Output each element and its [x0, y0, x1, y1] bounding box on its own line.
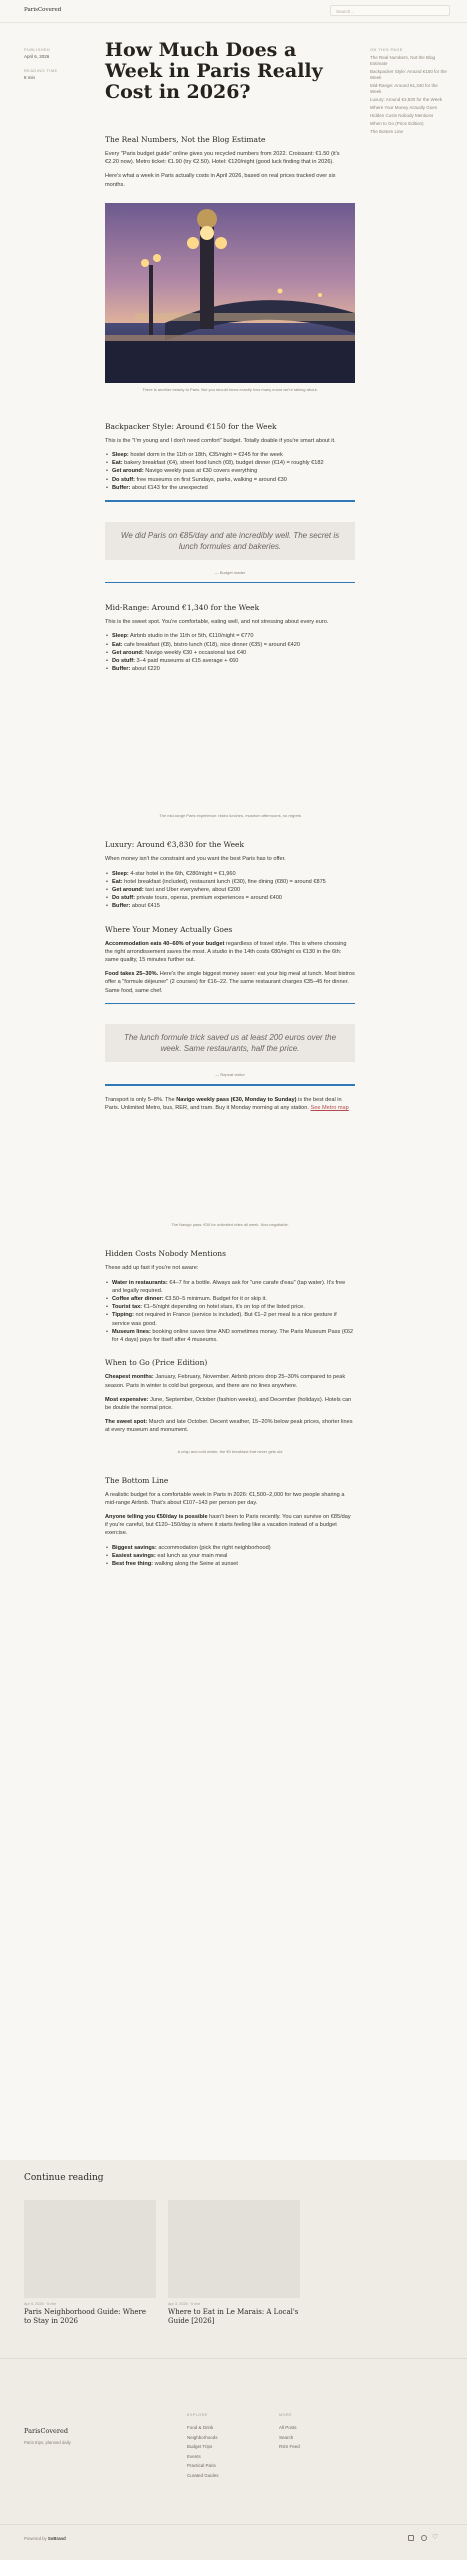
card-title[interactable]: Paris Neighborhood Guide: Where to Stay in 2026	[24, 2308, 147, 2325]
divider	[105, 582, 355, 584]
card-meta: Apr 3, 2026 · 6 min	[168, 2302, 201, 2306]
search-input[interactable]: Search...	[330, 5, 450, 16]
image-caption: The Navigo pass: €30 for unlimited rides all week. Non-negotiable.	[171, 1222, 289, 1228]
published-date: April 6, 2026	[24, 54, 50, 59]
image-placeholder	[105, 1112, 355, 1222]
footer-link[interactable]: Budget Trips	[187, 2444, 213, 2449]
list-item: • Do stuff: 3–4 paid museums at €15 average + €60	[105, 657, 355, 665]
footer-col-title: EXPLORE	[187, 2413, 208, 2417]
hero-image	[105, 203, 355, 383]
list-item: • Get around: taxi and Uber everywhere, about €200	[105, 886, 355, 894]
list-item: • Sleep: 4-star hotel in the 6th, €280/night = €1,960	[105, 870, 355, 878]
pull-quote: The lunch formule trick saved us at least 200 euros over the week. Same restaurants, half the price.	[105, 1024, 355, 1062]
footer-links-more	[279, 2423, 300, 2452]
list-item: • Buffer: about €220	[105, 665, 355, 673]
footer-links-explore	[187, 2423, 219, 2480]
list-item: • Coffee after dinner: €3.50–5 minimum. Budget for it or skip it.	[105, 1295, 355, 1303]
image-caption: There is another beauty to Paris. But you should know exactly how many euros we're talking about.	[142, 386, 318, 392]
list-item: • Eat: hotel breakfast (included), restaurant lunch (€30), fine dining (€80) = around €875	[105, 878, 355, 886]
list-item: • Buffer: about €143 for the unexpected	[105, 484, 355, 492]
footer-link[interactable]: Neighborhoods	[187, 2434, 218, 2440]
toc-item[interactable]: Luxury: Around €3,830 for the Week	[370, 97, 442, 102]
list-item: • Easiest savings: eat lunch as your main meal	[105, 1552, 355, 1560]
list-item: • Tipping: not required in France (service is included). But €1–2 per meal is a nice gesture if service was good.	[105, 1311, 355, 1327]
paragraph: Anyone telling you €50/day is possible hasn't been to Paris recently. You can survive on €85/day if you're careful, but €120–150/day is where it starts feeling like a vacation instead of a budget exercise.	[105, 1513, 351, 1537]
list-item: • Best free thing: walking along the Seine at sunset	[105, 1560, 355, 1568]
budget-list	[105, 870, 355, 911]
section-heading: Mid-Range: Around €1,340 for the Week	[105, 603, 260, 613]
list-item: • Get around: Navigo weekly €30 + occasional taxi €40	[105, 649, 355, 657]
paragraph: Accommodation eats 40–60% of your budget regardless of travel style. This is where choosing the right arrondissement saves the most. A studio in the 14th costs €80/night vs €130 in the 6th: same quality, 15 minutes further out.	[105, 940, 347, 964]
list-item: • Do stuff: private tours, operas, premium experiences = around €400	[105, 894, 355, 902]
card-meta: Apr 5, 2026 · 5 min	[24, 2302, 57, 2306]
section-heading: Backpacker Style: Around €150 for the Week	[105, 421, 277, 431]
footer-link[interactable]: Curated Guides	[187, 2472, 219, 2478]
quote-citation: — Repeat visitor	[215, 1072, 245, 1078]
paragraph: Most expensive: June, September, October (fashion weeks), and December (holidays). Hotels can be double the normal price.	[105, 1396, 352, 1411]
card-image[interactable]	[168, 2200, 300, 2298]
image-placeholder	[105, 1435, 355, 1449]
reading-time: 8 min	[24, 75, 36, 80]
reading-time-label: READING TIME	[24, 68, 58, 73]
paragraph: Transport is only 5–8%. The Navigo weekly pass (€30, Monday to Sunday) is the best deal in Paris. Unlimited Metro, bus, RER, and tram. Buy it Monday morning at any station. See Metro map	[105, 1097, 349, 1112]
toc-item[interactable]: Where Your Money Actually Goes	[370, 105, 438, 110]
list-item: • Sleep: Airbnb studio in the 11th or 5th, €110/night = €770	[105, 632, 355, 640]
powered-by-brand[interactable]: SoBrand	[47, 2536, 66, 2541]
toc-item[interactable]: Hidden Costs Nobody Mentions	[370, 113, 434, 118]
card-title[interactable]: Where to Eat in Le Marais: A Local's Guide [2026]	[168, 2308, 299, 2325]
hidden-costs-list	[105, 1279, 355, 1345]
list-item: • Sleep: hostel dorm in the 11th or 18th, €35/night = €245 for the week	[105, 451, 355, 459]
post-meta	[24, 47, 58, 80]
footer-link[interactable]: Events	[187, 2453, 201, 2459]
paragraph: Cheapest months: January, February, November. Airbnb prices drop 25–30% compared to peak season. Paris in winter is cold but gorgeous, and there are no lines anywhere.	[105, 1374, 346, 1389]
theme-toggle-icon[interactable]	[421, 2535, 427, 2541]
published-label: PUBLISHED	[24, 47, 51, 52]
list-item: • Biggest savings: accommodation (pick the right neighborhood)	[105, 1544, 355, 1552]
article-title: How Much Does a Week in Paris Really Cost in 2026?	[105, 39, 323, 103]
paragraph: This is the sweet spot. You're comfortable, eating well, and not stressing about every euro.	[105, 619, 329, 626]
footer-link[interactable]: Practical Paris	[187, 2463, 216, 2468]
footer-bottom-divider	[0, 2524, 467, 2525]
image-placeholder	[105, 673, 355, 813]
paragraph: When money isn't the constraint and you want the best Paris has to offer.	[105, 856, 286, 863]
list-item: • Do stuff: free museums on first Sundays, parks, walking = around €30	[105, 476, 355, 484]
section-heading: Hidden Costs Nobody Mentions	[105, 1249, 226, 1259]
list-item: • Eat: bakery breakfast (€4), street food lunch (€8), budget dinner (€14) = roughly €182	[105, 459, 355, 467]
section-heading: Where Your Money Actually Goes	[105, 924, 233, 934]
divider	[105, 1003, 355, 1005]
bridge-illustration	[105, 203, 355, 383]
heart-icon[interactable]: ♡	[432, 2534, 439, 2541]
paragraph: The sweet spot: March and late October. Decent weather, 15–20% below peak prices, shorter lines at every museum and monument.	[105, 1419, 353, 1434]
toc-item[interactable]: The Bottom Line	[370, 129, 404, 134]
list-item: • Get around: Navigo weekly pass at €30 covers everything	[105, 467, 355, 475]
divider	[105, 1084, 355, 1086]
powered-by: Powered by SoBrand	[24, 2536, 66, 2541]
section-heading: The Real Numbers, Not the Blog Estimate	[105, 135, 266, 144]
card-image[interactable]	[24, 2200, 156, 2298]
section-heading: The Bottom Line	[105, 1475, 169, 1485]
toc-item[interactable]: The Real Numbers, Not the Blog Estimate	[370, 55, 436, 66]
footer-tagline: Paris trips, planned daily	[24, 2440, 71, 2445]
footer-link[interactable]: All Posts	[279, 2425, 297, 2430]
toc-title: ON THIS PAGE	[370, 47, 403, 52]
budget-list	[105, 451, 355, 492]
section-heading: When to Go (Price Edition)	[105, 1358, 208, 1368]
article	[105, 40, 355, 1568]
list-item: • Museum lines: booking online saves time AND sometimes money. The Paris Museum Pass (€62 for 4 days) pays for itself after 4 museums.	[105, 1328, 355, 1344]
paragraph: Food takes 25–30%. Here's the single biggest money saver: eat your big meal at lunch. Most bistros offer a "formule déjeuner" (2 courses) for €16–22. The same restaurant charges €35–45 for dinner. Same food, same chef.	[105, 971, 355, 994]
header-divider	[0, 22, 467, 23]
image-caption: A crisp and cold winter, the €9 breakfast that never gets old	[177, 1448, 283, 1454]
pull-quote: We did Paris on €85/day and ate incredibly well. The secret is lunch formules and bakeries.	[105, 522, 355, 560]
continue-reading-heading: Continue reading	[24, 2173, 104, 2183]
paragraph: Here's what a week in Paris actually costs in April 2026, based on real prices tracked over six months.	[105, 173, 336, 188]
footer-link[interactable]: Food & Drink	[187, 2425, 214, 2430]
footer-divider	[0, 2358, 467, 2359]
rss-icon[interactable]	[408, 2535, 414, 2541]
divider	[105, 500, 355, 502]
list-item: • Water in restaurants: €4–7 for a bottle. Always ask for "une carafe d'eau" (tap water). It's free and legally required.	[105, 1279, 355, 1295]
budget-list	[105, 632, 355, 673]
footer-col-title: MORE	[279, 2413, 292, 2417]
toc-item[interactable]: Mid-Range: Around €1,340 for the Week	[370, 83, 438, 94]
footer-link[interactable]: Search	[279, 2434, 294, 2440]
paragraph: This is the "I'm young and I don't need comfort" budget. Totally doable if you're smart about it.	[105, 437, 336, 444]
quote-citation: — Budget reader	[214, 569, 246, 575]
footer-link[interactable]: RSS Feed	[279, 2444, 300, 2449]
list-item: • Tourist tax: €1–5/night depending on hotel stars, it's on top of the listed price.	[105, 1303, 355, 1311]
metro-map-link[interactable]: See Metro map	[310, 1105, 349, 1112]
section-heading: Luxury: Around €3,830 for the Week	[105, 840, 245, 850]
site-logo[interactable]: ParisCovered	[24, 7, 62, 13]
list-item: • Buffer: about €415	[105, 902, 355, 910]
paragraph: A realistic budget for a comfortable week in Paris in 2026: €1,500–2,000 for two people sharing a mid-range Airbnb. That's about €107–143 per person per day.	[105, 1491, 345, 1506]
paragraph: These add up fast if you're not aware:	[105, 1265, 199, 1272]
footer-logo[interactable]: ParisCovered	[24, 2427, 68, 2435]
image-caption: The mid-range Paris experience: bistro lunches, museum afternoons, no regrets	[159, 813, 301, 819]
table-of-contents	[370, 55, 450, 135]
toc-item[interactable]: When to Go (Price Edition)	[370, 121, 424, 126]
list-item: • Eat: cafe breakfast (€8), bistro lunch (€18), nice dinner (€35) = around €420	[105, 641, 355, 649]
savings-list	[105, 1544, 355, 1569]
paragraph: Every "Paris budget guide" online gives you recycled numbers from 2022. Croissant: €1.50 (it's €2.20 now). Metro ticket: €1.90 (try €2.50). Hotel: €120/night (good luck finding that in 2026).	[105, 151, 340, 166]
toc-item[interactable]: Backpacker Style: Around €150 for the Week	[370, 69, 447, 80]
